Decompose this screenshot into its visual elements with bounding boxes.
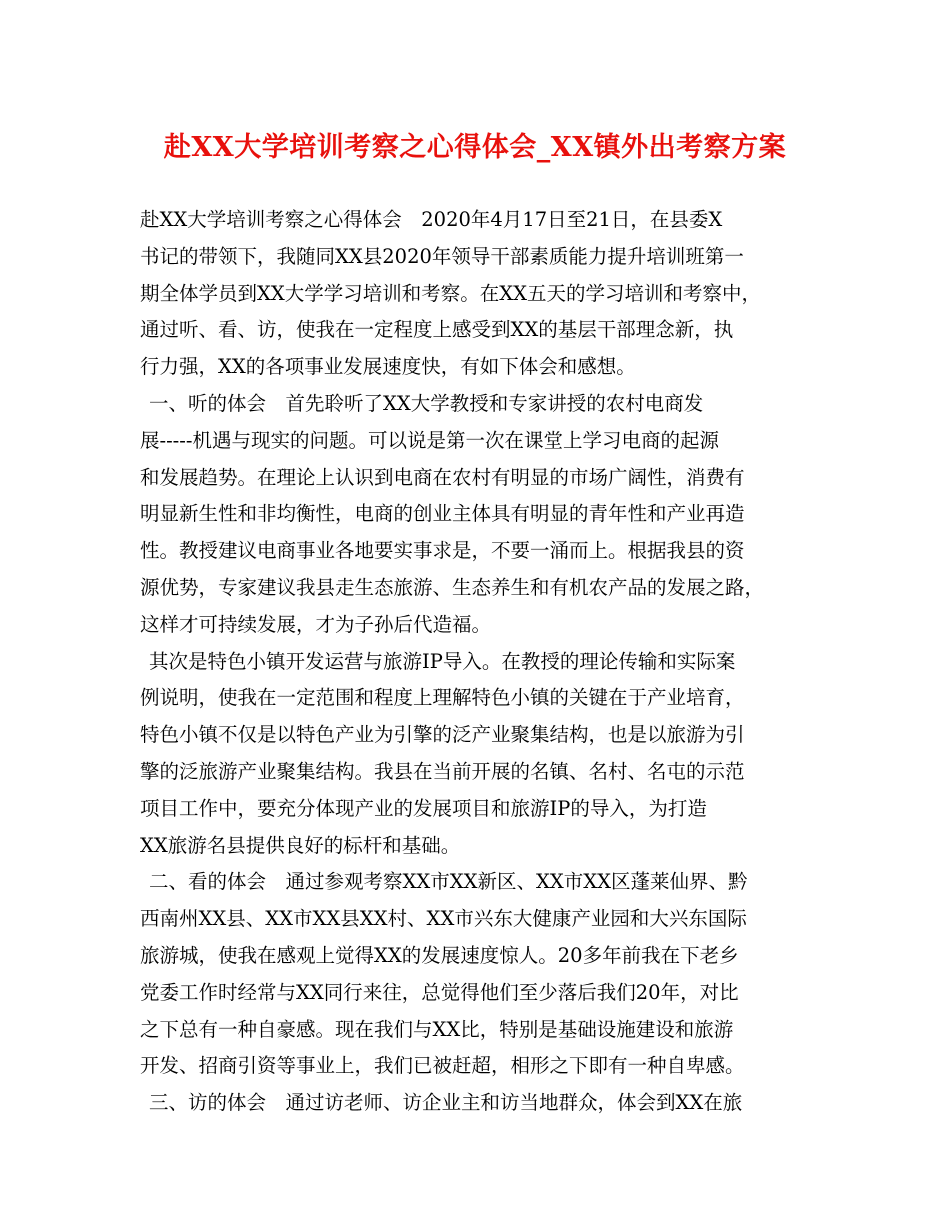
- text-line: 开发、招商引资等事业上，我们已被赶超，相形之下即有一种自卑感。: [140, 1054, 745, 1078]
- text-line: 项目工作中，要充分体现产业的发展项目和旅游IP的导入，为打造: [140, 796, 707, 820]
- text-line: 行力强，XX的各项事业发展速度快，有如下体会和感想。: [140, 355, 636, 379]
- text-line: 书记的带领下，我随同XX县2020年领导干部素质能力提升培训班第一: [140, 244, 744, 268]
- text-line: 特色小镇不仅是以特色产业为引擎的泛产业聚集结构，也是以旅游为引: [140, 723, 745, 747]
- text-line: 三、访的体会 通过访老师、访企业主和访当地群众，体会到XX在旅: [149, 1091, 743, 1115]
- text-line: 一、听的体会 首先聆听了XX大学教授和专家讲授的农村电商发: [149, 391, 704, 415]
- text-line: 赴XX大学培训考察之心得体会 2020年4月17日至21日，在县委X: [140, 208, 723, 231]
- document-body: [140, 202, 830, 1122]
- text-line: 二、看的体会 通过参观考察XX市XX新区、XX市XX区蓬莱仙界、黔: [149, 870, 748, 894]
- text-line: 源优势，专家建议我县走生态旅游、生态养生和有机农产品的发展之路，: [140, 575, 765, 599]
- text-line: 性。教授建议电商事业各地要实事求是，不要一涌而上。根据我县的资: [140, 539, 745, 563]
- document-title: 赴XX大学培训考察之心得体会_XX镇外出考察方案: [163, 132, 787, 163]
- text-line: 西南州XX县、XX市XX县XX村、XX市兴东大健康产业园和大兴东国际: [140, 907, 747, 931]
- text-line: 例说明，使我在一定范围和程度上理解特色小镇的关键在于产业培育，: [140, 686, 745, 710]
- text-line: 其次是特色小镇开发运营与旅游IP导入。在教授的理论传输和实际案: [149, 649, 736, 673]
- text-line: 旅游城，使我在感观上觉得XX的发展速度惊人。20多年前我在下老乡: [140, 943, 739, 967]
- text-line: 和发展趋势。在理论上认识到电商在农村有明显的市场广阔性，消费有: [140, 465, 745, 489]
- text-line: 明显新生性和非均衡性，电商的创业主体具有明显的青年性和产业再造: [140, 502, 745, 526]
- text-line: 通过听、看、访，使我在一定程度上感受到XX的基层干部理念新，执: [140, 318, 734, 342]
- text-line: 之下总有一种自豪感。现在我们与XX比，特别是基础设施建设和旅游: [140, 1017, 734, 1041]
- text-line: 擎的泛旅游产业聚集结构。我县在当前开展的名镇、名村、名屯的示范: [140, 759, 745, 783]
- text-line: 期全体学员到XX大学学习培训和考察。在XX五天的学习培训和考察中，: [140, 281, 762, 305]
- text-line: 这样才可持续发展，才为子孙后代造福。: [140, 612, 492, 636]
- text-line: XX旅游名县提供良好的标杆和基础。: [140, 833, 461, 857]
- text-line: 展-----机遇与现实的问题。可以说是第一次在课堂上学习电商的起源: [140, 428, 719, 452]
- text-line: 党委工作时经常与XX同行来往，总觉得他们至少落后我们20年，对比: [140, 980, 739, 1004]
